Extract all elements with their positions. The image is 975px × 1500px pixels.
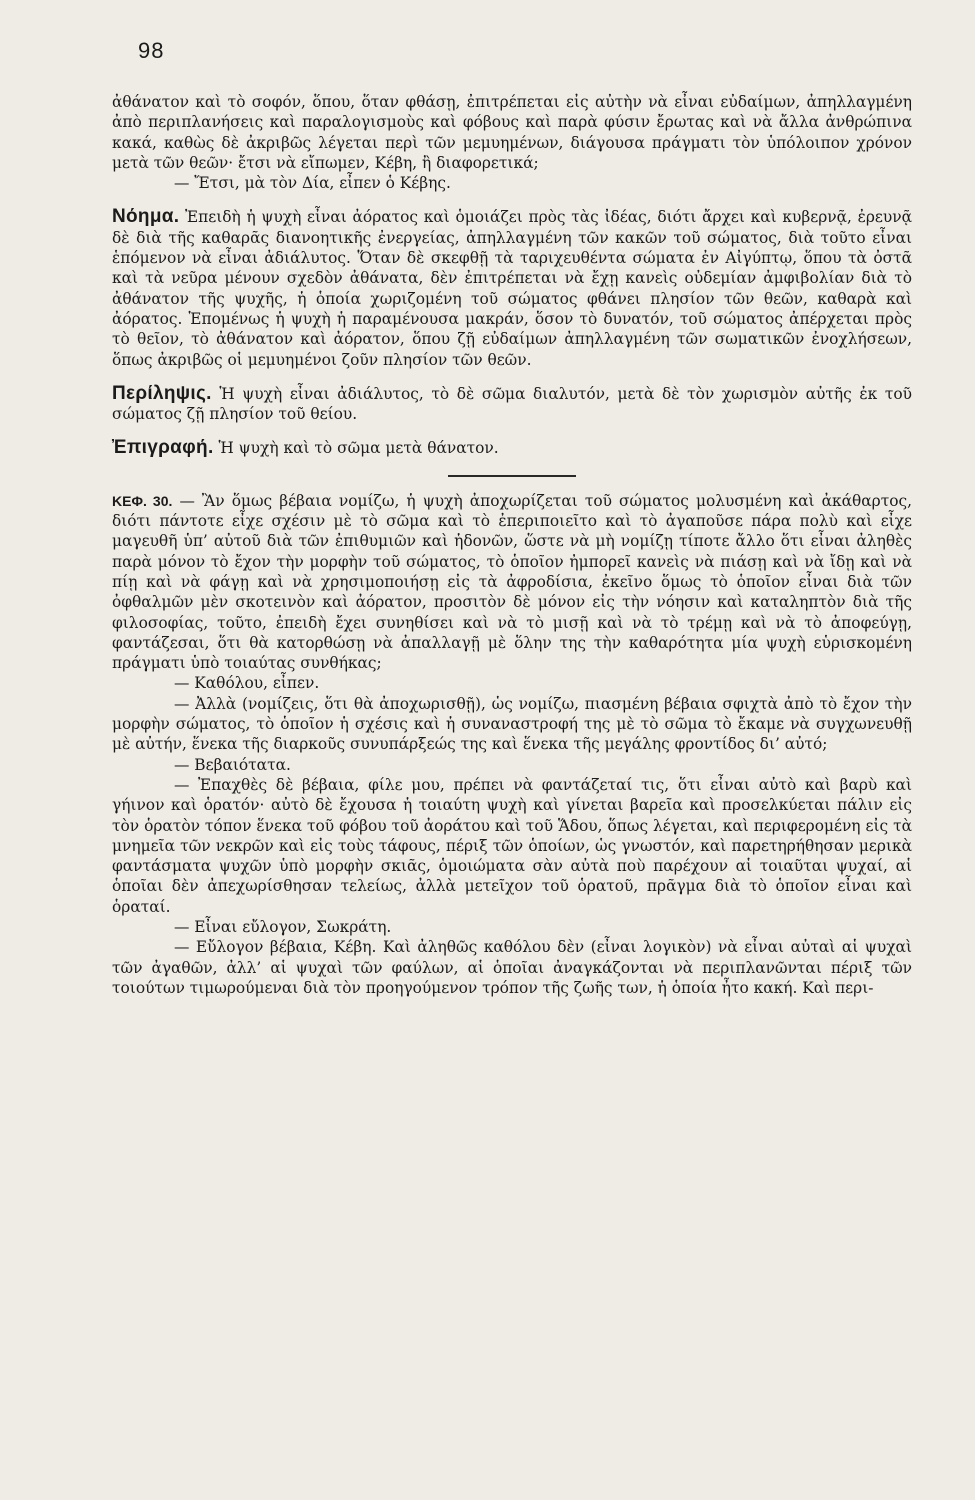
page-body <box>112 92 912 998</box>
dialog-line: — Βεβαιότατα. <box>174 755 291 774</box>
perilipsis-text: Ἡ ψυχὴ εἶναι ἀδιάλυτος, τὸ δὲ σῶμα διαλυτόν, μετὰ δὲ τὸν χωρισμὸν αὐτῆς ἐκ τοῦ σώματος ζῇ πλησίον τοῦ θείου. <box>112 384 912 424</box>
page-number: 98 <box>138 38 165 63</box>
perilipsis-label: Περίληψις. <box>112 382 212 404</box>
dialog-line: — Ἐπαχθὲς δὲ βέβαια, φίλε μου, πρέπει νὰ φαντάζεταί τις, ὅτι εἶναι αὐτὸ καὶ βαρὺ καὶ γήινον καὶ ὁρατόν· αὐτὸ δὲ ἔχουσα ἡ τοιαύτη ψυχὴ καὶ γίνεται βαρεῖα καὶ προσελκύεται πάλιν εἰς τὸν ὁρατὸν τόπον ἕνεκα τοῦ φόβου τοῦ ἀοράτου καὶ τοῦ Ἅδου, ὅπως λέγεται, καὶ περιφερομένη εἰς τὰ μνημεῖα τῶν νεκρῶν καὶ εἰς τοὺς τάφους, πέριξ τῶν ὁποίων, ὡς γνωστόν, καὶ παρετηρήθησαν μερικὰ φαντάσματα ψυχῶν ὑπὸ μορφὴν σκιᾶς, ὁμοιώματα σὰν αὐτὰ ποὺ παρέχουν αἱ τοιαῦται ψυχαί, αἱ ὁποῖαι δὲν ἀπεχωρίσθησαν τελείως, ἀλλὰ μετεῖχον τοῦ ὁρατοῦ, πρᾶγμα διὰ τὸ ὁποῖον εἶναι καὶ ὁραταί. <box>112 775 912 916</box>
noima-section <box>112 207 912 369</box>
chapter-label: ΚΕΦ. 30. <box>112 492 173 509</box>
dialog-line: — Εἶναι εὔλογον, Σωκράτη. <box>174 917 392 936</box>
dialog-line: — Εὔλογον βέβαια, Κέβη. Καὶ ἀληθῶς καθόλου δὲν (εἶναι λογικὸν) νὰ εἶναι αὐταὶ αἱ ψυχαὶ τῶν ἀγαθῶν, ἀλλ’ αἱ ψυχαὶ τῶν φαύλων, αἱ ὁποῖαι ἀναγκάζονται νὰ περιπλανῶνται πέριξ τῶν τοιούτων τιμωρούμεναι διὰ τὸν προηγούμενον τρόπον τῆς ζωῆς των, ἡ ὁποία ἦτο κακή. Καὶ περι- <box>112 938 912 997</box>
perilipsis-section <box>112 384 912 425</box>
chapter-opening-paragraph <box>112 491 912 674</box>
section-divider <box>448 475 576 477</box>
epigrafi-section <box>112 438 912 458</box>
epigrafi-label: Ἐπιγραφή. <box>112 437 214 459</box>
noima-text: Ἐπειδὴ ἡ ψυχὴ εἶναι ἀόρατος καὶ ὁμοιάζει πρὸς τὰς ἰδέας, διότι ἄρχει καὶ κυβερνᾷ, ἐρευνᾷ δὲ διὰ τῆς καθαρᾶς διανοητικῆς ἐνεργείας, ἀπηλλαγμένη τῶν κακῶν τοῦ σώματος, διὰ τοῦτο εἶναι ἑπόμενον νὰ εἶναι ἀδιάλυτος. Ὅταν δὲ σκεφθῇ τὰ ταριχευθέντα σώματα ἐν Αἰγύπτῳ, ὅπου τὰ ὀστᾶ καὶ τὰ νεῦρα μένουν σχεδὸν ἀθάνατα, δὲν ἐπιτρέπεται νὰ ἔχῃ κανεὶς οὐδεμίαν ἀμφιβολίαν διὰ τὸ ἀθάνατον τῆς ψυχῆς, ἡ ὁποία χωριζομένη τοῦ σώματος φθάνει πλησίον τῶν θεῶν, καθαρὰ καὶ ἀόρατος. Ἑπομένως ἡ ψυχὴ ἡ παραμένουσα μακράν, ὅσον τὸ δυνατόν, τοῦ σώματος ἀπέρχεται πρὸς τὸ θεῖον, τὸ ἀθάνατον καὶ ἀόρατον, ὅπου ζῇ εὐδαίμων ἀπηλλαγμένη τῶν σωματικῶν ἐνοχλήσεων, ὅπως ἀκριβῶς οἱ μεμυημένοι ζοῦν πλησίον τῶν θεῶν. <box>112 208 912 369</box>
chapter-text: — Ἂν ὅμως βέβαια νομίζω, ἡ ψυχὴ ἀποχωρίζεται τοῦ σώματος μολυσμένη καὶ ἀκάθαρτος, διότι πάντοτε εἶχε σχέσιν μὲ τὸ σῶμα καὶ τὸ ἐπεριποιεῖτο καὶ τὸ ἀγαποῦσε πάρα πολὺ καὶ εἶχε μαγευθῆ ὑπ’ αὐτοῦ διὰ τῶν ἐπιθυμιῶν καὶ ἡδονῶν, ὥστε νὰ μὴ νομίζῃ τίποτε ἄλλο ὅτι εἶναι ἀληθὲς παρὰ μόνον τὸ ἔχον τὴν μορφὴν τοῦ σώματος, τὸ ὁποῖον ἠμπορεῖ κανεὶς νὰ πιάσῃ καὶ νὰ ἴδῃ καὶ νὰ πίῃ καὶ νὰ φάγῃ καὶ νὰ χρησιμοποιήσῃ εἰς τὰ ἀφροδίσια, ἐκεῖνο ὅμως τὸ ὁποῖον εἶναι διὰ τῶν ὀφθαλμῶν μὲν σκοτεινὸν καὶ ἀόρατον, προσιτὸν δὲ μόνον εἰς τὴν νόησιν καὶ καταληπτὸν διὰ τῆς φιλοσοφίας, τοῦτο, ἐπειδὴ ἔχει συνηθίσει καὶ νὰ τὸ μισῇ καὶ νὰ τὸ τρέμῃ καὶ νὰ τὸ ἀποφεύγῃ, φαντάζεσαι, ὅτι θὰ κατορθώσῃ νὰ ἀπαλλαγῇ μὲ ὅλην της τὴν καθαρότητα μία ψυχὴ εὑρισκομένη πράγματι ὑπὸ τοιαύτας συνθήκας; <box>112 491 913 673</box>
dialog-line: — Ἔτσι, μὰ τὸν Δία, εἶπεν ὁ Κέβης. <box>174 174 451 193</box>
dialog-line: — Ἀλλὰ (νομίζεις, ὅτι θὰ ἀποχωρισθῇ), ὡς νομίζω, πιασμένη βέβαια σφιχτὰ ἀπὸ τὸ ἔχον τὴν μορφὴν σώματος, τὸ ὁποῖον ἡ σχέσις καὶ ἡ συναναστροφή της μὲ τὸ σῶμα τὸ ἔκαμε νὰ συγχωνευθῇ μὲ αὐτήν, ἕνεκα τῆς διαρκοῦς συνυπάρξεώς της καὶ ἕνεκα τῆς μεγάλης φροντίδος δι’ αὐτό; <box>112 694 912 754</box>
noima-label: Νόημα. <box>112 206 180 228</box>
epigrafi-text: Ἡ ψυχὴ καὶ τὸ σῶμα μετὰ θάνατον. <box>213 439 499 458</box>
dialog-line: — Καθόλου, εἶπεν. <box>174 674 320 693</box>
paragraph: ἀθάνατον καὶ τὸ σοφόν, ὅπου, ὅταν φθάσῃ, ἐπιτρέπεται εἰς αὐτὴν νὰ εἶναι εὐδαίμων, ἀπηλλαγμένη ἀπὸ περιπλανήσεις καὶ παραλογισμοὺς καὶ φόβους καὶ παρὰ φύσιν ἔρωτας καὶ νὰ ἄλλα ἀνθρώπινα κακά, καθὼς δὲ ἀκριβῶς λέγεται περὶ τῶν μεμυημένων, διάγουσα πράγματι τὸν ὑπόλοιπον χρόνον μετὰ τῶν θεῶν· ἔτσι νὰ εἴπωμεν, Κέβη, ἢ διαφορετικά; <box>112 93 912 172</box>
